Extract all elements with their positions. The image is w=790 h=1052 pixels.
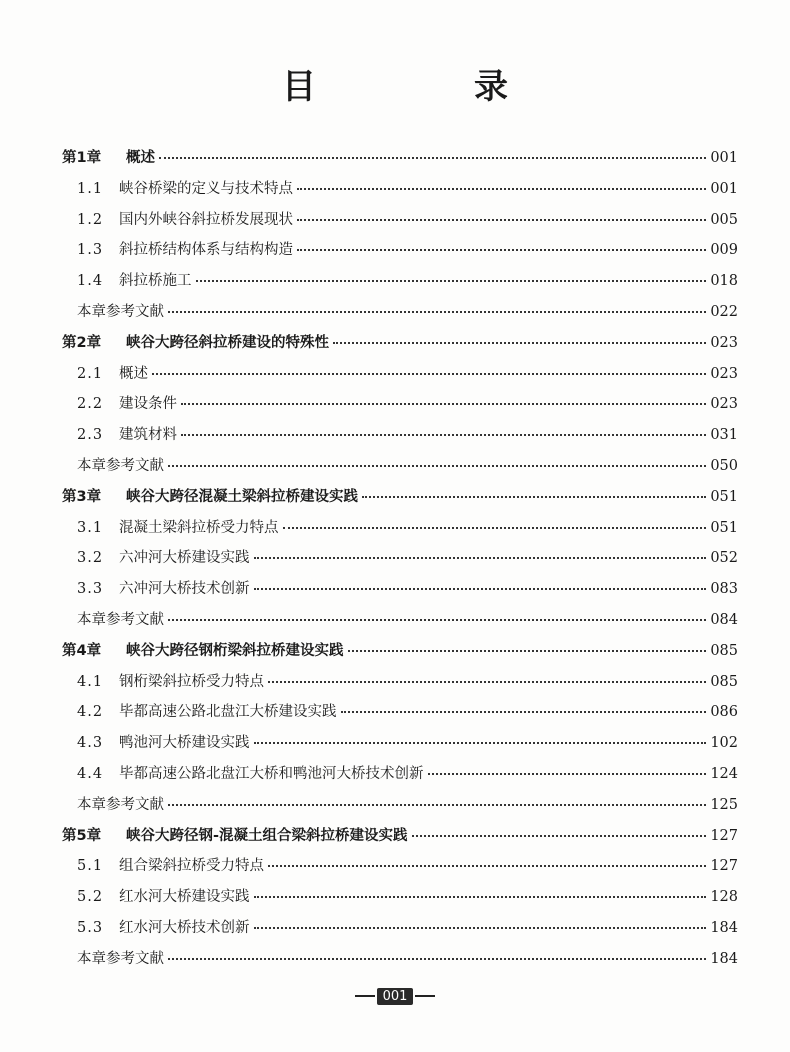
toc-entry-page: 083: [710, 581, 738, 598]
toc-entry-refs[interactable]: [62, 605, 738, 636]
toc-dot-leader: [268, 681, 706, 683]
toc-entry-page: 085: [710, 642, 738, 659]
toc-entry-page: 102: [710, 735, 738, 752]
toc-dot-leader: [254, 896, 707, 898]
page-title: 目 录: [282, 67, 570, 107]
toc-entry-section[interactable]: [62, 174, 738, 205]
toc-entry-number: 1.1: [77, 180, 104, 197]
toc-dot-leader: [341, 711, 707, 713]
toc-dot-leader: [181, 434, 706, 436]
toc-dot-leader: [168, 465, 706, 467]
toc-entry-title: 毕都高速公路北盘江大桥和鸭池河大桥技术创新: [119, 765, 424, 782]
toc-entry-refs[interactable]: [62, 451, 738, 482]
toc-entry-title: 概述: [126, 150, 155, 166]
toc-dot-leader: [181, 403, 706, 405]
toc-entry-title: 红水河大桥建设实践: [119, 889, 250, 906]
toc-entry-title: 六冲河大桥技术创新: [119, 581, 250, 598]
toc-dot-leader: [428, 773, 707, 775]
toc-entry-title: 峡谷大跨径钢桁梁斜拉桥建设实践: [126, 642, 344, 659]
toc-entry-title: 红水河大桥技术创新: [119, 919, 250, 936]
toc-dot-leader: [168, 619, 706, 621]
toc-entry-title: 国内外峡谷斜拉桥发展现状: [119, 211, 293, 228]
toc-entry-chapter[interactable]: [62, 482, 738, 513]
toc-dot-leader: [362, 496, 706, 498]
toc-entry-title: 鸭池河大桥建设实践: [119, 735, 250, 752]
toc-entry-section[interactable]: [62, 543, 738, 574]
toc-entry-page: 018: [710, 273, 738, 290]
toc-entry-chapter[interactable]: [62, 143, 738, 174]
toc-entry-number: 5.3: [77, 919, 104, 936]
toc-entry-page: 023: [710, 334, 738, 351]
toc-dot-leader: [168, 804, 706, 806]
toc-entry-title: 建筑材料: [119, 427, 177, 444]
toc-entry-title: 六冲河大桥建设实践: [119, 550, 250, 567]
toc-entry-section[interactable]: [62, 574, 738, 605]
toc-entry-number: 2.3: [77, 427, 104, 444]
toc-entry-chapter[interactable]: [62, 821, 738, 852]
toc-entry-title: 钢桁梁斜拉桥受力特点: [119, 673, 264, 690]
toc-entry-title: 峡谷大跨径混凝土梁斜拉桥建设实践: [126, 488, 358, 505]
toc-entry-section[interactable]: [62, 667, 738, 698]
toc-entry-refs[interactable]: [62, 297, 738, 328]
toc-entry-page: 023: [710, 396, 738, 413]
toc-entry-number: 4.3: [77, 735, 104, 752]
toc-entry-section[interactable]: [62, 389, 738, 420]
toc-entry-page: 023: [710, 365, 738, 382]
toc-entry-page: 124: [710, 765, 738, 782]
toc-entry-title: 斜拉桥结构体系与结构构造: [119, 242, 293, 259]
toc-entry-page: 050: [710, 457, 738, 474]
toc-entry-title: 毕都高速公路北盘江大桥建设实践: [119, 704, 337, 721]
toc-entry-title: 本章参考文献: [77, 457, 164, 474]
toc-entry-title: 峡谷大跨径斜拉桥建设的特殊性: [126, 334, 329, 351]
toc-entry-section[interactable]: [62, 359, 738, 390]
toc-entry-page: 009: [710, 242, 738, 259]
toc-entry-title: 本章参考文献: [77, 950, 164, 967]
toc-entry-section[interactable]: [62, 851, 738, 882]
toc-entry-number: 2.1: [77, 365, 104, 382]
toc-entry-page: 127: [710, 858, 738, 875]
toc-entry-number: 1.3: [77, 242, 104, 259]
toc-entry-number: 第5章: [62, 827, 102, 844]
toc-entry-number: 1.2: [77, 211, 104, 228]
toc-entry-number: 4.4: [77, 765, 104, 782]
toc-entry-section[interactable]: [62, 913, 738, 944]
toc-entry-page: 022: [710, 303, 738, 320]
toc-entry-number: 4.1: [77, 673, 104, 690]
toc-entry-title: 斜拉桥施工: [119, 273, 192, 290]
toc-entry-page: 084: [710, 611, 738, 628]
toc-entry-number: 2.2: [77, 396, 104, 413]
toc-entry-page: 085: [710, 673, 738, 690]
toc-dot-leader: [297, 219, 706, 221]
toc-entry-section[interactable]: [62, 697, 738, 728]
toc-entry-page: 127: [710, 827, 738, 844]
toc-entry-number: 4.2: [77, 704, 104, 721]
toc-entry-section[interactable]: [62, 266, 738, 297]
toc-dot-leader: [168, 311, 706, 313]
toc-entry-page: 051: [710, 488, 738, 505]
toc-dot-leader: [254, 742, 707, 744]
toc-entry-title: 混凝土梁斜拉桥受力特点: [119, 519, 279, 536]
toc-entry-title: 建设条件: [119, 396, 177, 413]
toc-entry-page: 184: [710, 950, 738, 967]
toc-dot-leader: [297, 249, 706, 251]
toc-entry-page: 125: [710, 796, 738, 813]
footer-rule-right: [415, 995, 435, 997]
toc-entry-page: 001: [710, 150, 738, 166]
toc-entry-number: 3.3: [77, 581, 104, 598]
page-number: 001: [377, 988, 414, 1005]
toc-entry-section[interactable]: [62, 728, 738, 759]
toc-entry-title: 本章参考文献: [77, 303, 164, 320]
toc-entry-chapter[interactable]: [62, 636, 738, 667]
toc-entry-page: 086: [710, 704, 738, 721]
toc-dot-leader: [333, 342, 706, 344]
toc-entry-number: 3.2: [77, 550, 104, 567]
toc-entry-page: 051: [710, 519, 738, 536]
toc-entry-section[interactable]: [62, 205, 738, 236]
toc-dot-leader: [168, 958, 706, 960]
toc-entry-number: 5.2: [77, 889, 104, 906]
toc-entry-number: 第2章: [62, 334, 102, 351]
toc-dot-leader: [159, 157, 706, 159]
toc-entry-title: 峡谷大跨径钢-混凝土组合梁斜拉桥建设实践: [126, 827, 408, 844]
toc-dot-leader: [196, 280, 707, 282]
toc-entry-page: 052: [710, 550, 738, 567]
toc-dot-leader: [152, 373, 706, 375]
toc-entry-page: 001: [710, 180, 738, 197]
toc-entry-refs[interactable]: [62, 790, 738, 821]
toc-entry-title: 峡谷桥梁的定义与技术特点: [119, 180, 293, 197]
toc-entry-refs[interactable]: [62, 944, 738, 975]
toc-entry-page: 031: [710, 427, 738, 444]
toc-dot-leader: [254, 927, 707, 929]
toc-entry-chapter[interactable]: [62, 328, 738, 359]
toc-entry-title: 组合梁斜拉桥受力特点: [119, 858, 264, 875]
toc-entry-number: 3.1: [77, 519, 104, 536]
toc-entry-number: 1.4: [77, 273, 104, 290]
toc-dot-leader: [254, 557, 707, 559]
toc-entry-page: 128: [710, 889, 738, 906]
toc-entry-number: 第3章: [62, 488, 102, 505]
toc-dot-leader: [412, 835, 707, 837]
toc-entry-page: 184: [710, 919, 738, 936]
toc-dot-leader: [348, 650, 707, 652]
toc-entry-number: 第1章: [62, 150, 102, 166]
toc-dot-leader: [268, 865, 706, 867]
toc-entry-title: 概述: [119, 365, 148, 382]
toc-entry-section[interactable]: [62, 235, 738, 266]
toc-entry-number: 5.1: [77, 858, 104, 875]
toc-entry-section[interactable]: [62, 759, 738, 790]
table-of-contents: [62, 143, 738, 975]
toc-dot-leader: [297, 188, 706, 190]
footer-rule-left: [355, 995, 375, 997]
page-footer: [0, 984, 790, 1008]
toc-entry-section[interactable]: [62, 882, 738, 913]
toc-entry-section[interactable]: [62, 513, 738, 544]
toc-entry-page: 005: [710, 211, 738, 228]
toc-entry-section[interactable]: [62, 420, 738, 451]
toc-entry-number: 第4章: [62, 642, 102, 659]
toc-entry-title: 本章参考文献: [77, 611, 164, 628]
toc-dot-leader: [283, 527, 707, 529]
toc-entry-title: 本章参考文献: [77, 796, 164, 813]
toc-dot-leader: [254, 588, 707, 590]
